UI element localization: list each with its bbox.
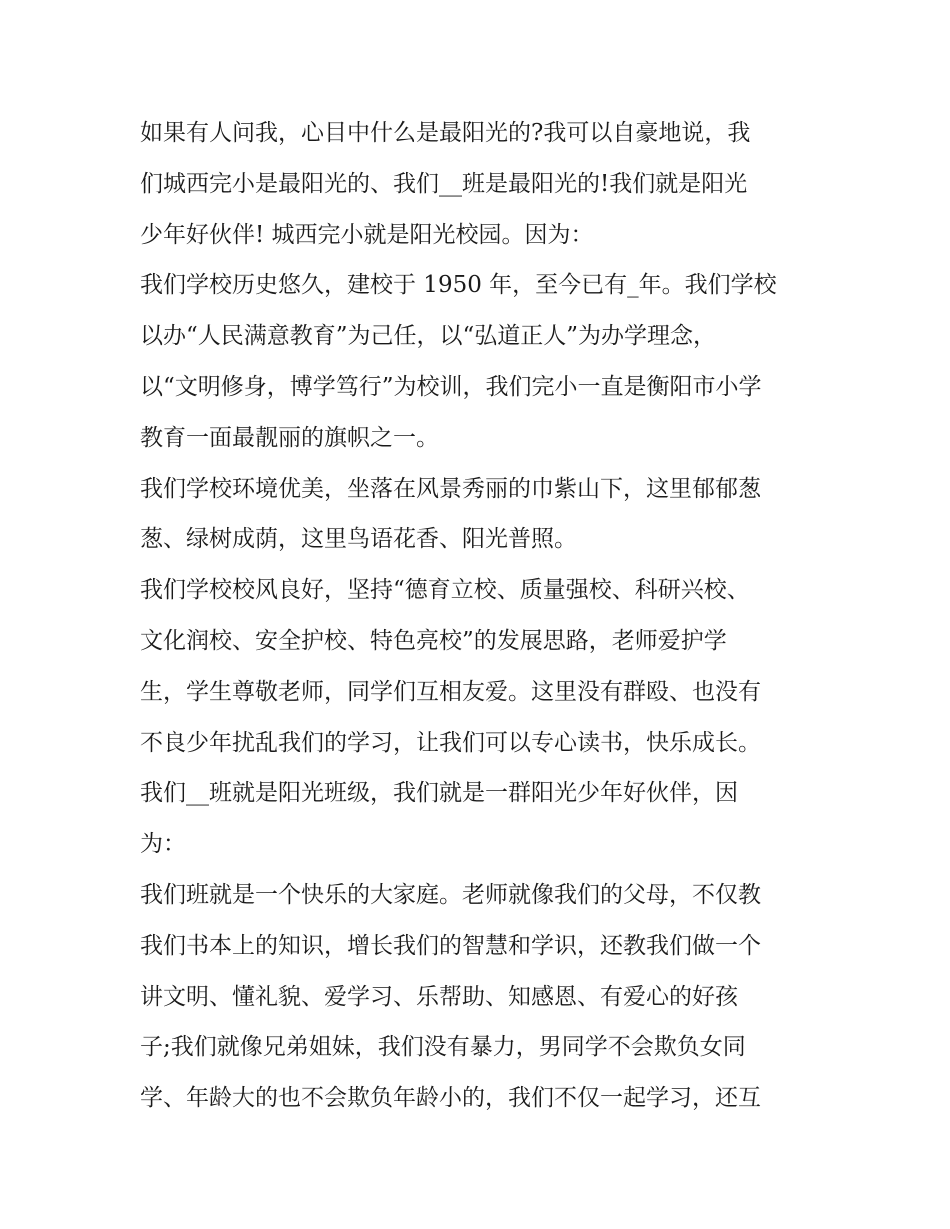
text-line-6: 以“文明修身，博学笃行”为校训，我们完小一直是衡阳市小学	[140, 373, 762, 400]
text-line-17: 我们书本上的知识，增长我们的智慧和学识，还教我们做一个	[140, 932, 761, 959]
text-line-15: 为：	[140, 831, 186, 858]
text-line-4: 我们学校历史悠久，建校于 1950 年，至今已有_年。我们学校	[140, 272, 777, 299]
text-line-20: 学、年龄大的也不会欺负年龄小的，我们不仅一起学习，还互	[140, 1085, 761, 1112]
text-line-3: 少年好伙伴! 城西完小就是阳光校园。因为：	[140, 221, 594, 248]
text-line-16: 我们班就是一个快乐的大家庭。老师就像我们的父母，不仅教	[140, 881, 761, 908]
text-line-5: 以办“人民满意教育”为己任，以“弘道正人”为办学理念，	[140, 323, 717, 350]
text-line-10: 我们学校校风良好，坚持“德育立校、质量强校、科研兴校、	[140, 577, 750, 604]
text-line-11: 文化润校、安全护校、特色亮校”的发展思路，老师爱护学	[140, 627, 727, 654]
text-line-7: 教育一面最靓丽的旗帜之一。	[140, 424, 439, 451]
text-line-19: 子;我们就像兄弟姐妹，我们没有暴力，男同学不会欺负女同	[140, 1034, 746, 1061]
text-line-13: 不良少年扰乱我们的学习，让我们可以专心读书，快乐成长。	[140, 729, 761, 756]
text-line-8: 我们学校环境优美，坐落在风景秀丽的巾紫山下，这里郁郁葱	[140, 475, 761, 502]
text-line-1: 如果有人问我，心目中什么是最阳光的?我可以自豪地说，我	[140, 120, 751, 146]
text-line-9: 葱、绿树成荫，这里鸟语花香、阳光普照。	[140, 526, 577, 553]
text-line-14: 我们__班就是阳光班级，我们就是一群阳光少年好伙伴，因	[140, 780, 738, 807]
body-text	[140, 108, 820, 1124]
text-line-12: 生，学生尊敬老师，同学们互相友爱。这里没有群殴、也没有	[140, 678, 761, 705]
text-line-18: 讲文明、懂礼貌、爱学习、乐帮助、知感恩、有爱心的好孩	[140, 983, 738, 1010]
text-line-2: 们城西完小是最阳光的、我们__班是最阳光的!我们就是阳光	[140, 170, 748, 197]
